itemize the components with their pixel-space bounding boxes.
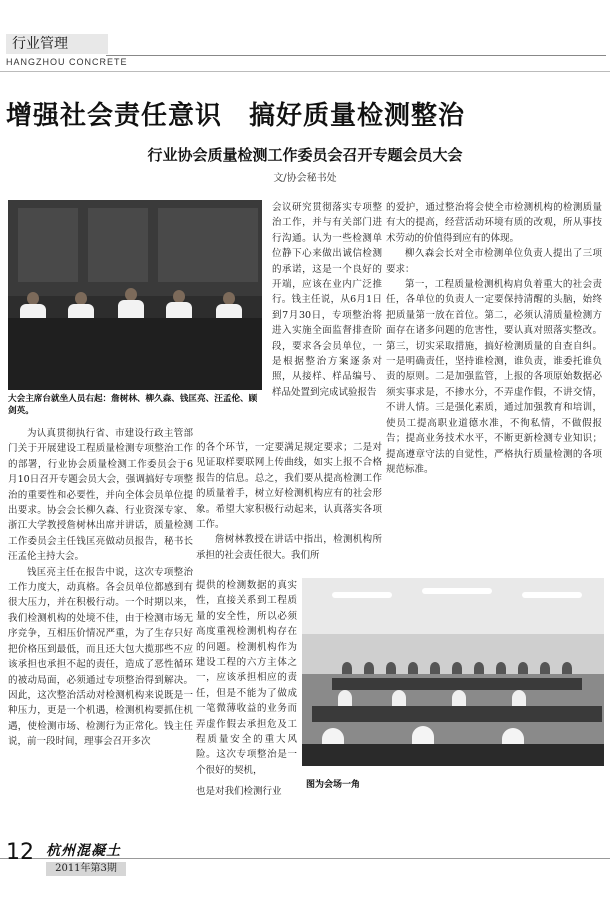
paragraph: 柳久森会长对全市检测单位负责人提出了三项要求： <box>386 248 602 275</box>
page-number: 12 <box>6 840 34 865</box>
attendee <box>512 690 526 706</box>
paragraph: 的各个环节，一定要满足规定要求；二是对见证取样要联网上传曲线，如实上报不合格报告的信息。总之，我们要从提高检测工作的质量着手，树立好检测机构应有的社会形象。希望大家积极行动起来，认真落实各项工作。 <box>196 442 382 531</box>
column-3 <box>386 200 602 477</box>
attendee <box>386 662 396 674</box>
photo-wall-panel <box>18 208 78 282</box>
column-1 <box>8 426 193 750</box>
magazine-title: 杭州混凝土 <box>46 843 121 859</box>
attendee <box>430 662 440 674</box>
section-label: 行业管理 <box>6 34 108 54</box>
article-subhead: 行业协会质量检测工作委员会召开专题会员大会 <box>147 146 463 164</box>
article-byline: 文/协会秘书处 <box>273 173 337 184</box>
photo-wall-panel <box>88 208 148 282</box>
paragraph: 会议研究贯彻落实专项整治工作，并与有关部门进行沟通。认为一些检测单位静下心来做出诚信检测的承诺，这是一个良好的开端，应该在业内广泛推行。钱主任说，从6月1日到7月30日，专项整治将进入实施全面监督排查阶段，要求各会员单位，一是根据整治方案逐条对照，从接样、样品编号、样品处置到完成试验报告 <box>272 202 382 398</box>
attendee <box>562 662 572 674</box>
column-2-middle <box>196 440 382 563</box>
paragraph: 第一，工程质量检测机构肩负着重大的社会责任，各单位的负责人一定要保持清醒的头脑，始终把质量第一放在首位。第二，必须认清质量检测方面存在诸多问题的危害性，要认真对照落实整改。第三，切实采取措施，搞好检测质量的自查自纠。一是明确责任，坚持谁检测，谁负责，谁委托谁负责的原则。二是加强监管，上报的各项原始数据必须实事求是，不掺水分，不弄虚作假，不讲交情，不讲人情。三是强化素质，通过加强教育和培训，使员工提高职业道德水准，不徇私情，不做假报告；提高业务技术水平，不断更新检测专业知识；提高遵章守法的自觉性，严格执行质量检测的各项规范标准。 <box>386 279 602 475</box>
column-2-end <box>196 784 297 799</box>
attendee <box>342 662 352 674</box>
desk-row <box>312 706 602 722</box>
seated-person <box>116 288 146 322</box>
paragraph: 钱匡亮主任在报告中说，这次专项整治工作力度大，动真格。各会员单位都感到有很大压力，并在积极行动。一个时期以来，我们检测机构的处境不佳，由于检测市场无序竞争，互相压价情况严重，为了生存只好把价格压到最低，而且还大包大揽那些不应该承担也承担不起的责任，造成了恶性循环的被动局面，必须通过专项整治得到解决。因此，这次整治活动对检测机构来说既是一种压力，更是一个机遇，检测机构要抓住机遇，使检测市场、检测行为正常化。钱主任说，前一段时间，理事会召开多次 <box>8 566 193 748</box>
desk-row <box>332 678 582 690</box>
column-2-narrow <box>196 578 297 778</box>
header-rule-full <box>0 71 610 72</box>
table-front <box>8 318 262 390</box>
photo2-caption: 图为会场一角 <box>306 780 361 790</box>
attendee <box>496 662 506 674</box>
ceiling-light <box>422 588 492 594</box>
ceiling-light <box>522 592 582 598</box>
header-rule <box>106 55 606 56</box>
photo-wall-panel <box>158 208 218 282</box>
attendee <box>392 690 406 706</box>
attendee <box>408 662 418 674</box>
column-2-top <box>272 200 382 400</box>
attendee <box>518 662 528 674</box>
article-headline: 增强社会责任意识 搞好质量检测整治 <box>6 101 466 131</box>
attendee <box>474 662 484 674</box>
paragraph: 的爱护，通过整治将会使全市检测机构的检测质量有大的提高，经营活动环境有质的改观，所从事技术劳动的价值得到应有的体现。 <box>386 202 602 244</box>
photo-ceiling <box>302 578 604 634</box>
section-subtitle: HANGZHOU CONCRETE <box>6 57 128 67</box>
attendee <box>338 690 352 706</box>
desk-row <box>302 744 604 766</box>
attendee <box>452 690 466 706</box>
attendee <box>540 662 550 674</box>
paragraph: 也是对我们检测行业 <box>196 786 282 797</box>
attendee <box>452 662 462 674</box>
paragraph: 提供的检测数据的真实性，直接关系到工程质量的安全性，所以必须高度重视检测机构存在的问题。检测机构作为建设工程的六方主体之一，应该承担相应的责任，但是不能为了做成一笔微薄收益的业务而弄虚作假去承担危及工程质量安全的重大风险。这次专项整治是一个很好的契机， <box>196 580 297 776</box>
paragraph: 为认真贯彻执行省、市建设行政主管部门关于开展建设工程质量检测专项整治工作的部署，行业协会质量检测工作委员会于6月10日召开专题会员大会，强调搞好专项整治的重要性和必要性，并向全体会员单位提出要求。协会会长柳久森、行业资深专家、浙江大学教授詹树林出席并讲话，质量检测工作委员会主任钱匡亮做动员报告，秘书长汪孟伦主持大会。 <box>8 428 193 563</box>
hall-photo <box>302 578 604 766</box>
issue-label: 2011年第3期 <box>46 862 126 876</box>
photo-wall-panel <box>218 208 258 282</box>
ceiling-light <box>332 592 392 598</box>
paragraph: 詹树林教授在讲话中指出，检测机构所承担的社会责任很大。我们所 <box>196 534 382 561</box>
photo1-caption: 大会主席台就坐人员右起：詹树林、柳久森、钱匡亮、汪孟伦、顾剑英。 <box>8 394 258 416</box>
attendee <box>364 662 374 674</box>
podium-photo <box>8 200 262 390</box>
